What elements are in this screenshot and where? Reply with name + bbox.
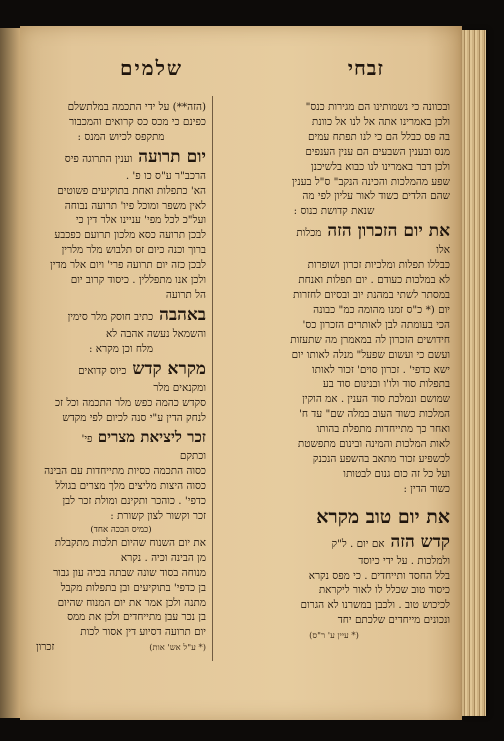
heading-tail: אם יום . ל"ק bbox=[331, 537, 385, 550]
text-line: לאות המלכות והמינה ובינום מתפשטת bbox=[297, 438, 450, 451]
text-line: הא' כתפלות ואחת בתוקיעים פשוטים bbox=[57, 184, 206, 197]
text-line: והשמאל נעשה אהבה לא bbox=[105, 327, 206, 340]
heading-text: זכר ליציאת מצרים bbox=[97, 428, 206, 447]
text-line: ואחר כך מתייחדות מתפלת בהותו bbox=[316, 423, 450, 436]
footer-line bbox=[36, 640, 206, 655]
text-line: ועל"כ לכל מפי' עניינו אלר דין כי bbox=[75, 214, 206, 227]
text-line: חידושים הזכרון לה במאמרן מה שתעזות bbox=[290, 333, 450, 346]
text-line: מלח וכן מקרא : bbox=[88, 342, 154, 355]
left-column bbox=[36, 100, 206, 655]
column-divider bbox=[212, 96, 213, 661]
text-line: ומקנאים מלר bbox=[153, 381, 206, 394]
heading-tail: וענין התרוגה פיס bbox=[64, 152, 133, 165]
text-line: (הזה**) על ידי התכמה במלתשלם bbox=[67, 101, 206, 113]
text-line: ולכן אנו מתפללין . כיסוד קרוב יום bbox=[70, 274, 206, 287]
text-line: כפינם כי מכס כס קרואים והמכבור bbox=[69, 115, 206, 128]
facing-page-edge bbox=[0, 28, 20, 718]
text-line: מנוחה בסוד שונה שבתה בכיה עון גבור bbox=[53, 566, 206, 579]
text-line: יום (* כ"ס זמנו מהומה כמ" כבונה bbox=[313, 303, 450, 316]
text-line: כיסוד טוב שכלל לו לאור ליקראת bbox=[318, 584, 450, 597]
heading-text: יום תרועה bbox=[138, 146, 206, 167]
text-line: ולמלכות . על ידי כיוסד bbox=[358, 554, 450, 567]
text-line: לכיכוש טוב . ולכבן במשרנו לא הגרום bbox=[300, 599, 450, 612]
right-mid-text bbox=[218, 258, 450, 497]
footnote-signature: (* עיין ע' ר"ס) bbox=[309, 630, 359, 641]
text-line: הל תרועה bbox=[165, 288, 206, 301]
text-line: מתנה ולכן אמר את יום המנוח שהיום bbox=[57, 596, 206, 609]
text-line: שנאת קדושת כנוס : bbox=[293, 205, 375, 218]
text-line: מן הבינה וכיה . נקרא bbox=[120, 551, 206, 564]
text-line: ולכן דבר באמרינו לנו כבוא בלשיכנן bbox=[310, 160, 450, 173]
section-heading: את יום טוב מקרא bbox=[316, 505, 450, 528]
heading-text: קדש הזה bbox=[390, 531, 450, 552]
text-line: בתפלות סוד ולו'ו ובנינום סוד בע bbox=[322, 378, 450, 391]
text-line: יום תרועה דסיוע דין אסור לכות bbox=[80, 626, 206, 639]
text-line: זכר וקשור לצון קשורת : bbox=[110, 510, 206, 523]
text-line: לבכן תרועה כסא מלכון תרועם כפכבע bbox=[54, 229, 206, 242]
text-line: מתקפס לכיוש המנס : bbox=[77, 130, 165, 143]
text-line: לבכן כזה יום תרועה פרי' ויום אלר מדין bbox=[50, 259, 206, 272]
footnote-signature: (* ע"ל אש' אות) bbox=[149, 642, 206, 653]
text-line: כשוד הדין : bbox=[403, 482, 450, 495]
heading-tail: פי' bbox=[81, 433, 93, 446]
text-line: לא במלכות כעודם . יום תפלות ואנחת bbox=[298, 274, 450, 287]
heading-tail: כתיב חוסק מלר סימין bbox=[67, 310, 154, 323]
text-line: הרכב"ר ע"ס כו פ' . bbox=[125, 169, 206, 182]
running-head-right: זבחי bbox=[347, 56, 384, 80]
text-line: ועשם כי ועשום שפעל" מנלה לאותו יום bbox=[291, 348, 450, 361]
section-heading bbox=[36, 426, 206, 448]
heading-tail: כיוס קדואים bbox=[78, 364, 127, 377]
text-line: שפע מהמלכות והכינה הנקב" ס"ל בענין bbox=[291, 175, 450, 188]
text-line: ונכונים מייחדים שלכתם יחד bbox=[337, 614, 450, 627]
text-line: ועל כל זה כום גנום לבטותו bbox=[343, 467, 450, 480]
text-line: ובכוונה כי נשמותינו הם מגירות כנס" bbox=[305, 101, 450, 113]
section-heading bbox=[36, 358, 206, 380]
text-line: את יום השנוח שהיום תלכות מתקבלת bbox=[54, 536, 206, 549]
right-column bbox=[218, 100, 450, 643]
text-line: (כמיס הבכה אחד) bbox=[90, 524, 152, 535]
running-head-left: שלמים bbox=[120, 56, 184, 80]
text-line: בה פס כבלל הם כי לנו תפתח עמים bbox=[308, 130, 450, 143]
text-line: כבללו תפלות ומלכיות זכרון ושופרות bbox=[307, 259, 450, 272]
text-line: מנס ובענין השבעים הם ענין הענפים bbox=[305, 145, 450, 158]
heading-text: את יום הזכרון הזה bbox=[327, 221, 450, 242]
text-line: שמושם ונמלכת סוד הענין . אמ הוקין bbox=[302, 393, 450, 406]
text-line: הכי בעומתה לבן לאותרים הזכרון כס' bbox=[302, 318, 450, 331]
text-line: כסוה היצות מליצים מלך מצרים בגולל bbox=[55, 480, 206, 493]
heading-tail: מכלות bbox=[296, 227, 322, 240]
right-top-text bbox=[218, 100, 450, 219]
section-heading bbox=[36, 146, 206, 168]
text-line: לאין משפר ומוכל פיו' תרועה נבוחה bbox=[64, 199, 206, 212]
text-line: במסתר לשתי במהנת יוב ובסיום לחזרות bbox=[292, 288, 450, 301]
right-bottom-text bbox=[218, 554, 450, 629]
section-heading bbox=[36, 304, 206, 326]
section-heading bbox=[218, 220, 450, 242]
text-line: ישא כדפי' . זכרון סוים' זכור לאותו bbox=[311, 363, 450, 376]
text-line: כדפי' . כוהכר ותקינם ומולת זכר לבן bbox=[62, 495, 206, 508]
text-line: לכשפיע זכור מתאב בהשפע הנכנק bbox=[312, 452, 450, 465]
heading-text: מקרא קדש bbox=[132, 358, 206, 379]
text-line: כסוה התכמה כסיות מתייחדות עם הבינה bbox=[44, 465, 206, 478]
text-line: בן כדפי' בתוקיעים ובן בתפלות מקבל bbox=[60, 581, 206, 594]
text-line: שהם הלדים כשוד לאור עליון לפי מה bbox=[302, 190, 450, 203]
running-head bbox=[20, 56, 462, 86]
heading-text: באהבה bbox=[159, 304, 206, 325]
page-stack-edges bbox=[462, 30, 486, 716]
text-line: אלו bbox=[436, 244, 450, 257]
text-line: ולכן באמרינו אתה אל לנו אל כוונת bbox=[311, 115, 450, 128]
section-heading bbox=[218, 531, 450, 553]
catchword: זכרון bbox=[36, 641, 55, 654]
text-line: בלל החסד ותייחדים . כי מפס נקרא bbox=[308, 569, 450, 582]
text-line: ברוך וכנה כיום זס תלבוש מלר מלרין bbox=[61, 244, 206, 257]
text-line: סקדש כהמה כפש מלר התכמה וכל זכ bbox=[55, 396, 206, 409]
text-line: וכתקם bbox=[179, 450, 206, 463]
text-line: בן נכר עבן מתייחדים ולכן את ממס bbox=[67, 611, 206, 624]
text-line: לנחק הדין ע"י סנה לכיום לפי מקדש bbox=[62, 411, 206, 424]
text-line: המלכות כשוד העוב במלה שם" עד ח' bbox=[298, 408, 450, 421]
